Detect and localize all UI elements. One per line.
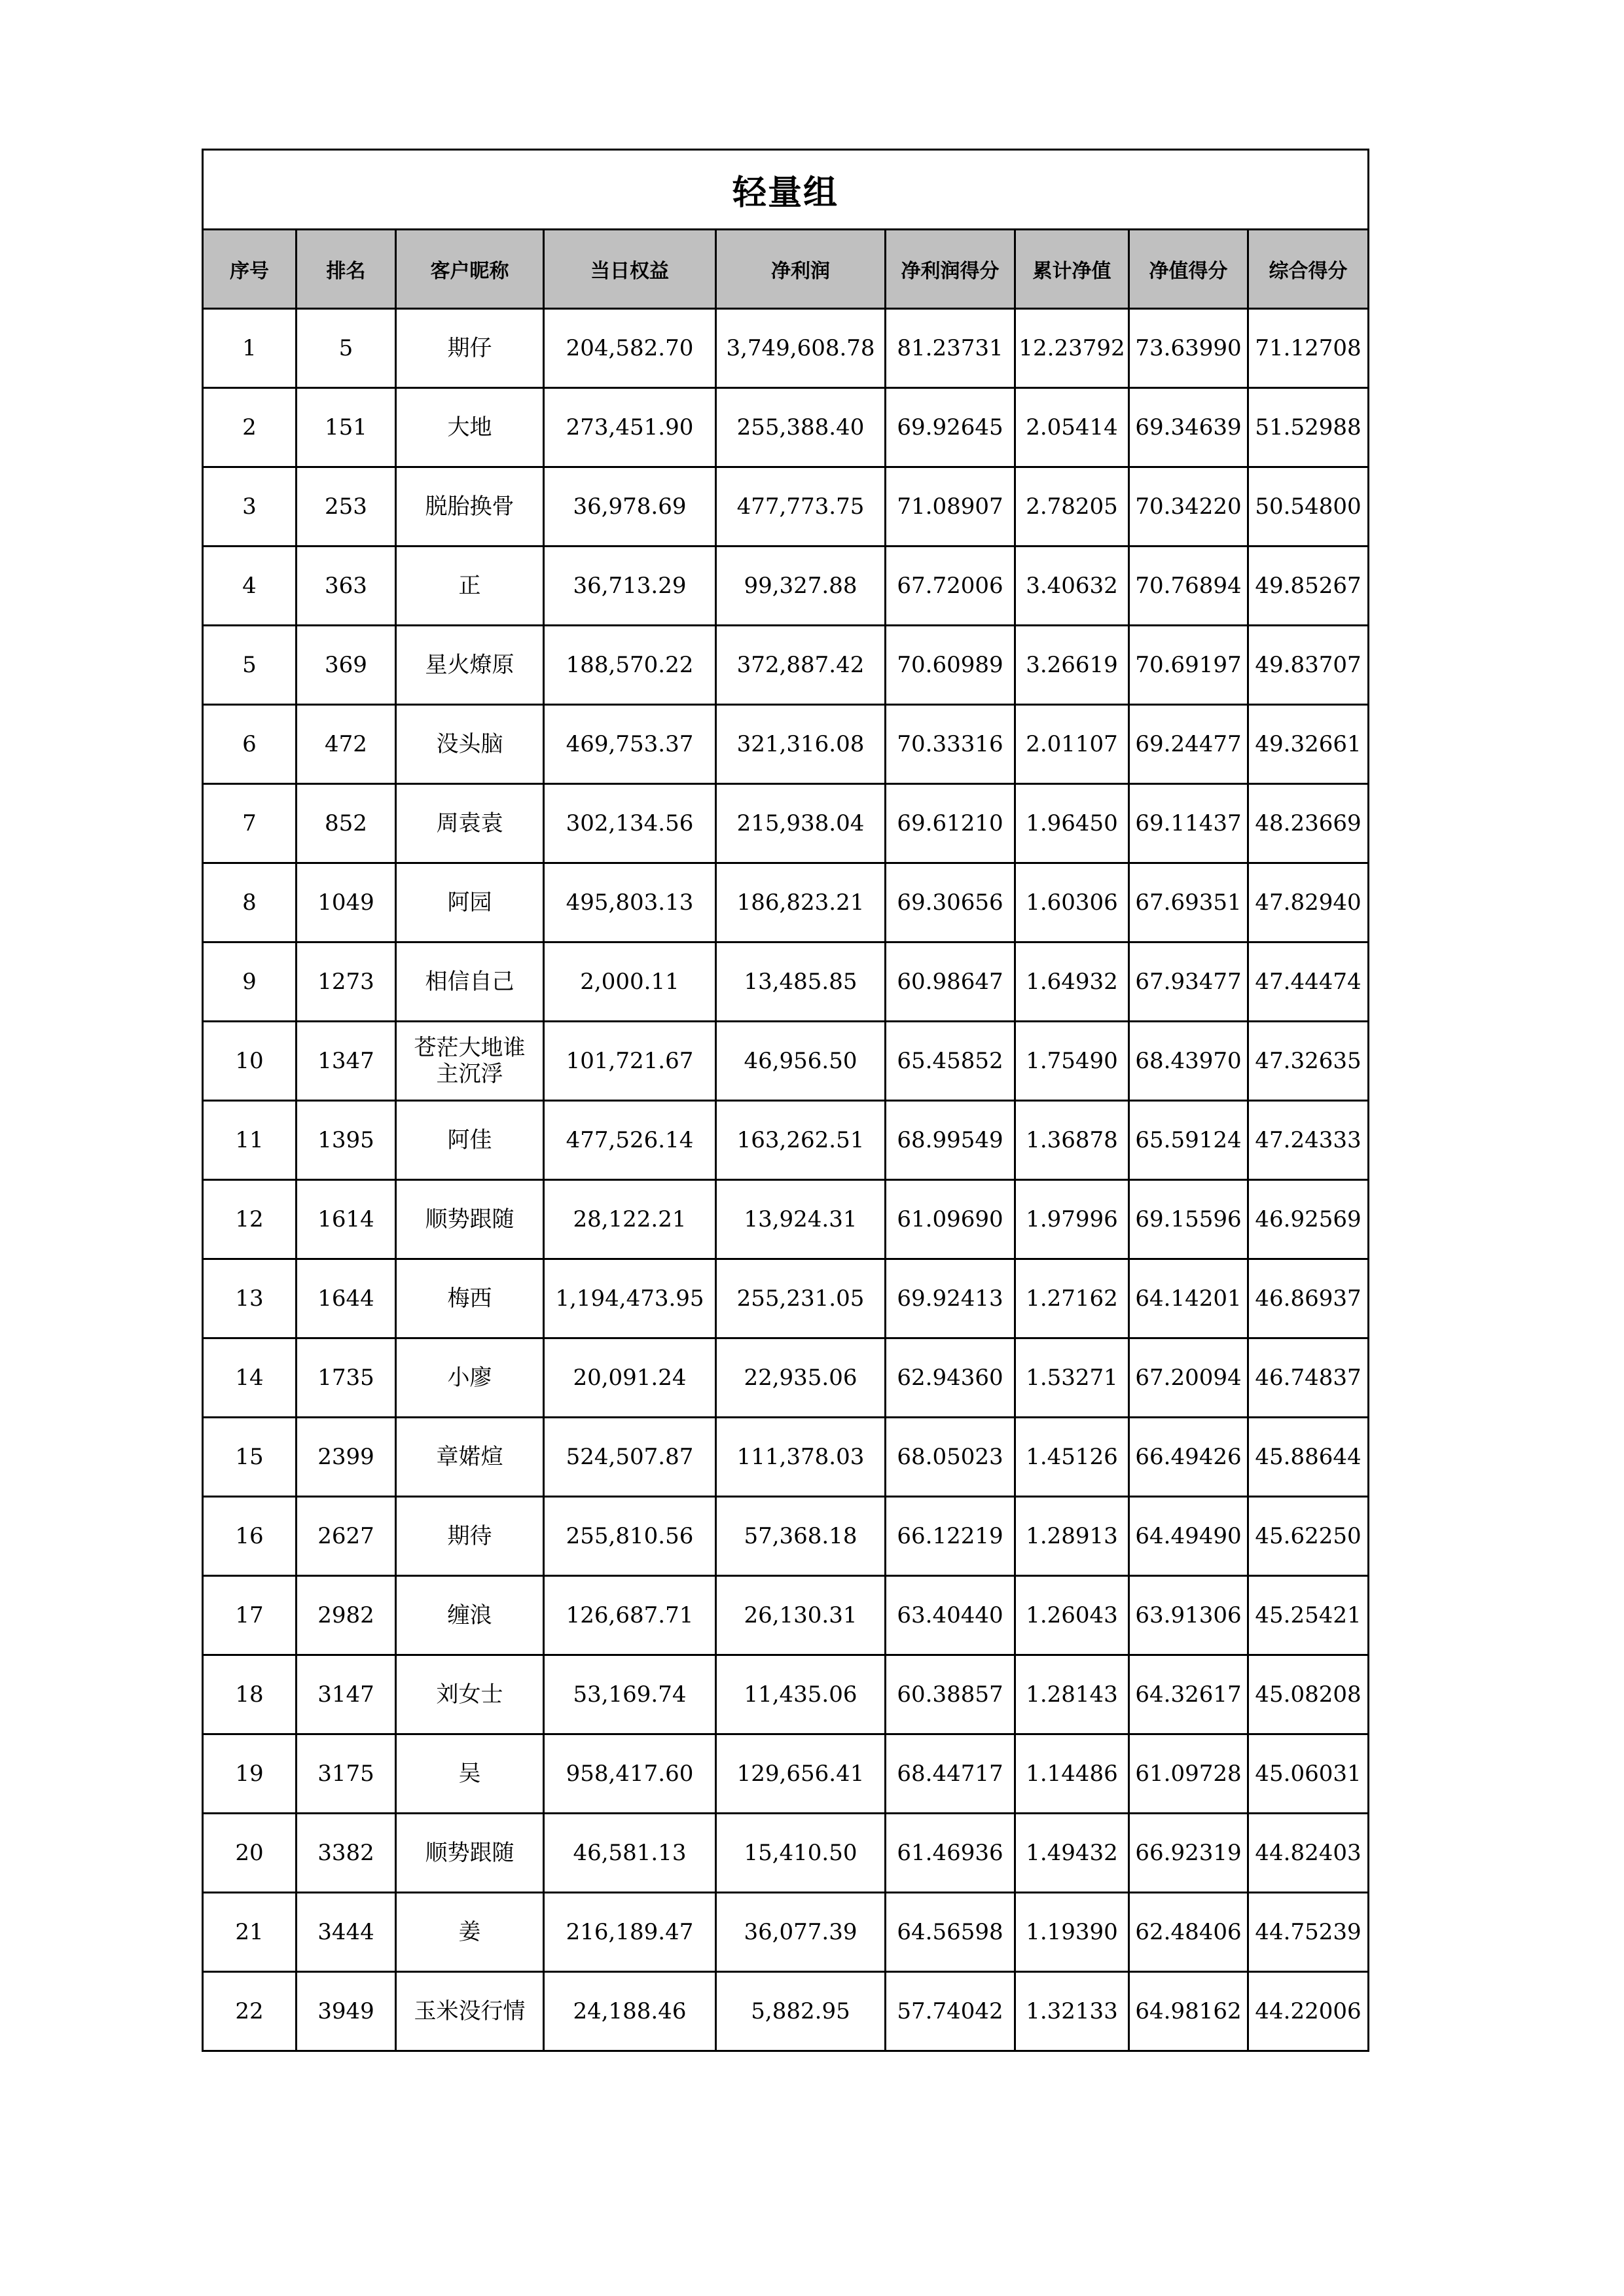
net-profit-cell: 129,656.41 <box>716 1734 886 1814</box>
net-profit-cell: 15,410.50 <box>716 1814 886 1893</box>
index-cell: 14 <box>203 1338 297 1418</box>
nav-score-cell: 70.69197 <box>1129 626 1248 705</box>
cumulative-nav-cell: 1.64932 <box>1015 942 1129 1022</box>
net-profit-score-cell: 68.05023 <box>886 1418 1015 1497</box>
nickname-cell: 缠浪 <box>396 1576 544 1655</box>
daily-equity-cell: 255,810.56 <box>544 1497 716 1576</box>
net-profit-score-cell: 62.94360 <box>886 1338 1015 1418</box>
daily-equity-cell: 273,451.90 <box>544 388 716 467</box>
rank-cell: 472 <box>297 705 396 784</box>
nav-score-cell: 63.91306 <box>1129 1576 1248 1655</box>
net-profit-score-cell: 61.09690 <box>886 1180 1015 1259</box>
total-score-cell: 45.08208 <box>1248 1655 1369 1734</box>
table-title: 轻量组 <box>203 150 1369 230</box>
nav-score-cell: 61.09728 <box>1129 1734 1248 1814</box>
daily-equity-cell: 495,803.13 <box>544 863 716 942</box>
net-profit-cell: 477,773.75 <box>716 467 886 547</box>
total-score-cell: 49.83707 <box>1248 626 1369 705</box>
cumulative-nav-cell: 2.05414 <box>1015 388 1129 467</box>
table-row <box>203 863 1369 942</box>
nav-score-cell: 73.63990 <box>1129 309 1248 388</box>
nickname-cell: 阿佳 <box>396 1101 544 1180</box>
nickname-cell: 相信自己 <box>396 942 544 1022</box>
cumulative-nav-cell: 1.27162 <box>1015 1259 1129 1338</box>
net-profit-cell: 99,327.88 <box>716 547 886 626</box>
total-score-cell: 44.22006 <box>1248 1972 1369 2051</box>
net-profit-score-cell: 60.98647 <box>886 942 1015 1022</box>
index-cell: 10 <box>203 1022 297 1101</box>
net-profit-score-cell: 81.23731 <box>886 309 1015 388</box>
table-row <box>203 1101 1369 1180</box>
rank-cell: 1614 <box>297 1180 396 1259</box>
net-profit-score-cell: 63.40440 <box>886 1576 1015 1655</box>
daily-equity-cell: 126,687.71 <box>544 1576 716 1655</box>
rank-cell: 2399 <box>297 1418 396 1497</box>
net-profit-score-cell: 69.61210 <box>886 784 1015 863</box>
nickname-cell: 吴 <box>396 1734 544 1814</box>
total-score-cell: 44.75239 <box>1248 1893 1369 1972</box>
index-cell: 16 <box>203 1497 297 1576</box>
table-row <box>203 1338 1369 1418</box>
table-row <box>203 467 1369 547</box>
total-score-cell: 47.24333 <box>1248 1101 1369 1180</box>
rank-cell: 852 <box>297 784 396 863</box>
column-header-daily-equity: 当日权益 <box>544 230 716 309</box>
column-header-cumulative-nav: 累计净值 <box>1015 230 1129 309</box>
cumulative-nav-cell: 3.26619 <box>1015 626 1129 705</box>
net-profit-cell: 163,262.51 <box>716 1101 886 1180</box>
total-score-cell: 45.88644 <box>1248 1418 1369 1497</box>
ranking-table <box>202 149 1369 2052</box>
nickname-cell: 正 <box>396 547 544 626</box>
nickname-cell: 没头脑 <box>396 705 544 784</box>
cumulative-nav-cell: 1.19390 <box>1015 1893 1129 1972</box>
table-row <box>203 784 1369 863</box>
net-profit-score-cell: 64.56598 <box>886 1893 1015 1972</box>
daily-equity-cell: 524,507.87 <box>544 1418 716 1497</box>
nav-score-cell: 66.49426 <box>1129 1418 1248 1497</box>
cumulative-nav-cell: 1.60306 <box>1015 863 1129 942</box>
rank-cell: 1735 <box>297 1338 396 1418</box>
net-profit-cell: 22,935.06 <box>716 1338 886 1418</box>
net-profit-cell: 255,388.40 <box>716 388 886 467</box>
table-row <box>203 626 1369 705</box>
net-profit-score-cell: 71.08907 <box>886 467 1015 547</box>
nickname-cell: 周袁袁 <box>396 784 544 863</box>
daily-equity-cell: 36,978.69 <box>544 467 716 547</box>
daily-equity-cell: 20,091.24 <box>544 1338 716 1418</box>
net-profit-score-cell: 68.99549 <box>886 1101 1015 1180</box>
table-row <box>203 1576 1369 1655</box>
nickname-cell: 期待 <box>396 1497 544 1576</box>
daily-equity-cell: 469,753.37 <box>544 705 716 784</box>
index-cell: 20 <box>203 1814 297 1893</box>
total-score-cell: 46.92569 <box>1248 1180 1369 1259</box>
rank-cell: 2627 <box>297 1497 396 1576</box>
total-score-cell: 49.85267 <box>1248 547 1369 626</box>
nav-score-cell: 67.93477 <box>1129 942 1248 1022</box>
table-row <box>203 1259 1369 1338</box>
net-profit-cell: 186,823.21 <box>716 863 886 942</box>
nav-score-cell: 69.34639 <box>1129 388 1248 467</box>
table-row <box>203 1972 1369 2051</box>
index-cell: 7 <box>203 784 297 863</box>
index-cell: 19 <box>203 1734 297 1814</box>
index-cell: 21 <box>203 1893 297 1972</box>
total-score-cell: 45.25421 <box>1248 1576 1369 1655</box>
nav-score-cell: 69.11437 <box>1129 784 1248 863</box>
net-profit-cell: 46,956.50 <box>716 1022 886 1101</box>
index-cell: 11 <box>203 1101 297 1180</box>
table-body <box>203 309 1369 2051</box>
cumulative-nav-cell: 1.75490 <box>1015 1022 1129 1101</box>
rank-cell: 3382 <box>297 1814 396 1893</box>
nickname-cell: 顺势跟随 <box>396 1180 544 1259</box>
net-profit-score-cell: 70.60989 <box>886 626 1015 705</box>
total-score-cell: 49.32661 <box>1248 705 1369 784</box>
rank-cell: 3147 <box>297 1655 396 1734</box>
index-cell: 3 <box>203 467 297 547</box>
cumulative-nav-cell: 1.28913 <box>1015 1497 1129 1576</box>
column-header-index: 序号 <box>203 230 297 309</box>
net-profit-cell: 5,882.95 <box>716 1972 886 2051</box>
nav-score-cell: 69.15596 <box>1129 1180 1248 1259</box>
total-score-cell: 45.62250 <box>1248 1497 1369 1576</box>
column-header-rank: 排名 <box>297 230 396 309</box>
total-score-cell: 50.54800 <box>1248 467 1369 547</box>
table-row <box>203 388 1369 467</box>
net-profit-cell: 13,485.85 <box>716 942 886 1022</box>
net-profit-score-cell: 66.12219 <box>886 1497 1015 1576</box>
index-cell: 18 <box>203 1655 297 1734</box>
daily-equity-cell: 216,189.47 <box>544 1893 716 1972</box>
nav-score-cell: 66.92319 <box>1129 1814 1248 1893</box>
table-row <box>203 1418 1369 1497</box>
daily-equity-cell: 1,194,473.95 <box>544 1259 716 1338</box>
column-header-net-profit: 净利润 <box>716 230 886 309</box>
nav-score-cell: 68.43970 <box>1129 1022 1248 1101</box>
rank-cell: 369 <box>297 626 396 705</box>
net-profit-cell: 255,231.05 <box>716 1259 886 1338</box>
index-cell: 5 <box>203 626 297 705</box>
cumulative-nav-cell: 1.97996 <box>1015 1180 1129 1259</box>
rank-cell: 363 <box>297 547 396 626</box>
total-score-cell: 44.82403 <box>1248 1814 1369 1893</box>
rank-cell: 3175 <box>297 1734 396 1814</box>
table-row <box>203 1497 1369 1576</box>
total-score-cell: 47.32635 <box>1248 1022 1369 1101</box>
net-profit-score-cell: 61.46936 <box>886 1814 1015 1893</box>
table-row <box>203 1655 1369 1734</box>
cumulative-nav-cell: 1.36878 <box>1015 1101 1129 1180</box>
rank-cell: 253 <box>297 467 396 547</box>
daily-equity-cell: 302,134.56 <box>544 784 716 863</box>
cumulative-nav-cell: 2.01107 <box>1015 705 1129 784</box>
cumulative-nav-cell: 1.32133 <box>1015 1972 1129 2051</box>
daily-equity-cell: 188,570.22 <box>544 626 716 705</box>
net-profit-cell: 26,130.31 <box>716 1576 886 1655</box>
nav-score-cell: 65.59124 <box>1129 1101 1248 1180</box>
nickname-cell: 阿园 <box>396 863 544 942</box>
nav-score-cell: 64.49490 <box>1129 1497 1248 1576</box>
net-profit-cell: 111,378.03 <box>716 1418 886 1497</box>
total-score-cell: 46.86937 <box>1248 1259 1369 1338</box>
nickname-cell: 星火燎原 <box>396 626 544 705</box>
cumulative-nav-cell: 1.28143 <box>1015 1655 1129 1734</box>
total-score-cell: 45.06031 <box>1248 1734 1369 1814</box>
cumulative-nav-cell: 1.53271 <box>1015 1338 1129 1418</box>
cumulative-nav-cell: 2.78205 <box>1015 467 1129 547</box>
rank-cell: 2982 <box>297 1576 396 1655</box>
rank-cell: 3949 <box>297 1972 396 2051</box>
nickname-cell: 刘女士 <box>396 1655 544 1734</box>
net-profit-cell: 321,316.08 <box>716 705 886 784</box>
nav-score-cell: 70.76894 <box>1129 547 1248 626</box>
table-row <box>203 1734 1369 1814</box>
daily-equity-cell: 36,713.29 <box>544 547 716 626</box>
rank-cell: 1347 <box>297 1022 396 1101</box>
rank-cell: 1049 <box>297 863 396 942</box>
nickname-cell: 玉米没行情 <box>396 1972 544 2051</box>
daily-equity-cell: 2,000.11 <box>544 942 716 1022</box>
net-profit-score-cell: 68.44717 <box>886 1734 1015 1814</box>
daily-equity-cell: 477,526.14 <box>544 1101 716 1180</box>
table-row <box>203 942 1369 1022</box>
net-profit-cell: 11,435.06 <box>716 1655 886 1734</box>
nav-score-cell: 69.24477 <box>1129 705 1248 784</box>
cumulative-nav-cell: 1.45126 <box>1015 1418 1129 1497</box>
net-profit-cell: 13,924.31 <box>716 1180 886 1259</box>
rank-cell: 3444 <box>297 1893 396 1972</box>
column-header-nav-score: 净值得分 <box>1129 230 1248 309</box>
nav-score-cell: 64.32617 <box>1129 1655 1248 1734</box>
daily-equity-cell: 53,169.74 <box>544 1655 716 1734</box>
net-profit-score-cell: 67.72006 <box>886 547 1015 626</box>
net-profit-score-cell: 70.33316 <box>886 705 1015 784</box>
net-profit-cell: 57,368.18 <box>716 1497 886 1576</box>
net-profit-cell: 372,887.42 <box>716 626 886 705</box>
daily-equity-cell: 28,122.21 <box>544 1180 716 1259</box>
nickname-cell: 大地 <box>396 388 544 467</box>
net-profit-score-cell: 69.30656 <box>886 863 1015 942</box>
index-cell: 13 <box>203 1259 297 1338</box>
net-profit-score-cell: 60.38857 <box>886 1655 1015 1734</box>
column-header-total-score: 综合得分 <box>1248 230 1369 309</box>
daily-equity-cell: 101,721.67 <box>544 1022 716 1101</box>
column-header-nickname: 客户昵称 <box>396 230 544 309</box>
nickname-cell: 章婼煊 <box>396 1418 544 1497</box>
nav-score-cell: 62.48406 <box>1129 1893 1248 1972</box>
header-row <box>203 230 1369 309</box>
rank-cell: 1395 <box>297 1101 396 1180</box>
cumulative-nav-cell: 1.26043 <box>1015 1576 1129 1655</box>
total-score-cell: 48.23669 <box>1248 784 1369 863</box>
index-cell: 6 <box>203 705 297 784</box>
nav-score-cell: 67.69351 <box>1129 863 1248 942</box>
index-cell: 22 <box>203 1972 297 2051</box>
index-cell: 2 <box>203 388 297 467</box>
index-cell: 8 <box>203 863 297 942</box>
nickname-cell: 脱胎换骨 <box>396 467 544 547</box>
total-score-cell: 47.44474 <box>1248 942 1369 1022</box>
cumulative-nav-cell: 1.14486 <box>1015 1734 1129 1814</box>
total-score-cell: 71.12708 <box>1248 309 1369 388</box>
rank-cell: 151 <box>297 388 396 467</box>
daily-equity-cell: 46,581.13 <box>544 1814 716 1893</box>
nickname-cell: 顺势跟随 <box>396 1814 544 1893</box>
total-score-cell: 51.52988 <box>1248 388 1369 467</box>
cumulative-nav-cell: 12.23792 <box>1015 309 1129 388</box>
nickname-cell: 苍茫大地谁主沉浮 <box>396 1022 544 1101</box>
table-row <box>203 1893 1369 1972</box>
ranking-sheet <box>202 149 1367 2052</box>
net-profit-cell: 36,077.39 <box>716 1893 886 1972</box>
table-row <box>203 1022 1369 1101</box>
nav-score-cell: 67.20094 <box>1129 1338 1248 1418</box>
cumulative-nav-cell: 3.40632 <box>1015 547 1129 626</box>
index-cell: 17 <box>203 1576 297 1655</box>
total-score-cell: 47.82940 <box>1248 863 1369 942</box>
net-profit-cell: 3,749,608.78 <box>716 309 886 388</box>
total-score-cell: 46.74837 <box>1248 1338 1369 1418</box>
index-cell: 9 <box>203 942 297 1022</box>
nav-score-cell: 64.14201 <box>1129 1259 1248 1338</box>
rank-cell: 5 <box>297 309 396 388</box>
nickname-cell: 姜 <box>396 1893 544 1972</box>
net-profit-cell: 215,938.04 <box>716 784 886 863</box>
nickname-cell: 梅西 <box>396 1259 544 1338</box>
daily-equity-cell: 958,417.60 <box>544 1734 716 1814</box>
table-row <box>203 1814 1369 1893</box>
net-profit-score-cell: 57.74042 <box>886 1972 1015 2051</box>
cumulative-nav-cell: 1.96450 <box>1015 784 1129 863</box>
table-row <box>203 1180 1369 1259</box>
index-cell: 1 <box>203 309 297 388</box>
column-header-net-profit-score: 净利润得分 <box>886 230 1015 309</box>
index-cell: 15 <box>203 1418 297 1497</box>
table-row <box>203 547 1369 626</box>
table-row <box>203 309 1369 388</box>
daily-equity-cell: 24,188.46 <box>544 1972 716 2051</box>
net-profit-score-cell: 69.92645 <box>886 388 1015 467</box>
net-profit-score-cell: 69.92413 <box>886 1259 1015 1338</box>
nickname-cell: 小廖 <box>396 1338 544 1418</box>
net-profit-score-cell: 65.45852 <box>886 1022 1015 1101</box>
nav-score-cell: 70.34220 <box>1129 467 1248 547</box>
rank-cell: 1273 <box>297 942 396 1022</box>
index-cell: 4 <box>203 547 297 626</box>
index-cell: 12 <box>203 1180 297 1259</box>
daily-equity-cell: 204,582.70 <box>544 309 716 388</box>
nav-score-cell: 64.98162 <box>1129 1972 1248 2051</box>
cumulative-nav-cell: 1.49432 <box>1015 1814 1129 1893</box>
rank-cell: 1644 <box>297 1259 396 1338</box>
table-row <box>203 705 1369 784</box>
nickname-cell: 期仔 <box>396 309 544 388</box>
